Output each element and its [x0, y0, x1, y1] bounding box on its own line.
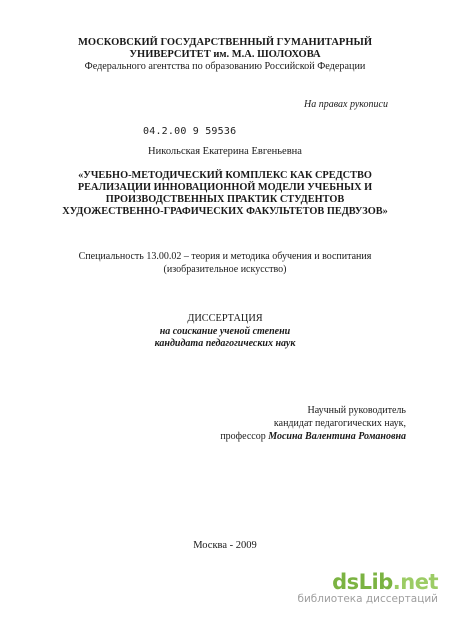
city-year: Москва - 2009: [193, 540, 257, 551]
supervisor-title: профессор: [220, 431, 269, 442]
title-line-1: «УЧЕБНО-МЕТОДИЧЕСКИЙ КОМПЛЕКС КАК СРЕДСТВО: [78, 170, 372, 181]
title-line-2: РЕАЛИЗАЦИИ ИННОВАЦИОННОЙ МОДЕЛИ УЧЕБНЫХ И: [77, 182, 373, 193]
specialty-line: Специальность 13.00.02 – теория и методика обучения и воспитания: [78, 251, 372, 262]
library-stamp-number: 04.2.00 9 59536: [143, 126, 237, 137]
dissertation-label: ДИССЕРТАЦИЯ: [187, 313, 263, 324]
dslib-logo: [297, 571, 438, 593]
agency-name: Федерального агентства по образованию Российской Федерации: [84, 61, 366, 72]
dslib-logo-main: dsLib: [332, 570, 393, 594]
specialty-subline: (изобразительное искусство): [163, 264, 287, 275]
supervisor-name-line: [220, 431, 406, 444]
supervisor-name: Мосина Валентина Романовна: [268, 431, 406, 442]
degree-line2: кандидата педагогических наук: [154, 338, 296, 349]
title-line-3: ПРОИЗВОДСТВЕННЫХ ПРАКТИК СТУДЕНТОВ: [105, 194, 345, 205]
supervisor-role: Научный руководитель: [307, 405, 406, 416]
degree-line1: на соискание ученой степени: [159, 326, 291, 337]
author-name: Никольская Екатерина Евгеньевна: [148, 146, 302, 157]
rights-note: На правах рукописи: [304, 99, 388, 110]
dslib-logo-tld: .net: [392, 570, 438, 594]
university-name-line1: МОСКОВСКИЙ ГОСУДАРСТВЕННЫЙ ГУМАНИТАРНЫЙ: [78, 37, 372, 48]
dslib-subtitle: библиотека диссертаций: [297, 593, 438, 605]
dslib-watermark: [297, 571, 438, 606]
university-name-line2: УНИВЕРСИТЕТ им. М.А. ШОЛОХОВА: [129, 49, 321, 60]
title-line-4: ХУДОЖЕСТВЕННО-ГРАФИЧЕСКИХ ФАКУЛЬТЕТОВ ПЕДВУЗОВ»: [62, 206, 388, 217]
supervisor-degree: кандидат педагогических наук,: [273, 418, 406, 429]
